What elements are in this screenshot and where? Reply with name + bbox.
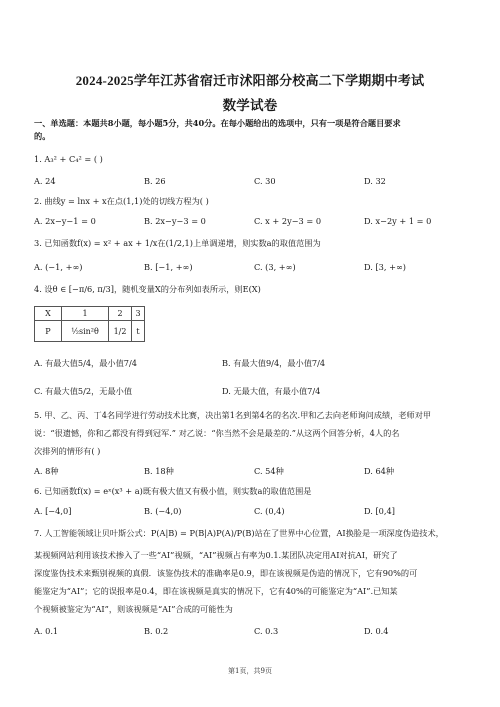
option-a: A. 24 <box>34 176 56 186</box>
question-6-options <box>34 506 474 518</box>
question-4-options-row2 <box>34 386 474 398</box>
option-d: D. x−2y + 1 = 0 <box>364 216 432 226</box>
option-d: D. [0,4] <box>364 506 395 516</box>
question-3-stem: 3. 已知函数f(x) = x² + ax + 1/x在(1/2,1)上单调递增，则实数a的取值范围为 <box>34 238 321 248</box>
table-row <box>35 321 145 342</box>
option-d: D. 0.4 <box>364 626 389 636</box>
question-3-options <box>34 262 474 274</box>
exam-subtitle: 数学试卷 <box>222 98 278 113</box>
option-a: A. 8种 <box>34 466 59 476</box>
option-b: B. 18种 <box>144 466 174 476</box>
option-a: A. [−4,0] <box>34 506 72 516</box>
table-cell: 1 <box>62 307 109 321</box>
page-footer: 第1页，共9页 <box>228 667 272 675</box>
question-7-stem-line1: 7. 人工智能领域让贝叶斯公式：P(A|B) = P(B|A)P(A)/P(B)站在了世界中心位置，AI换脸是一项深度伪造技术， <box>34 528 444 538</box>
question-5-stem-line2: 说：“很遗憾，你和乙都没有得到冠军.” 对乙说：“你当然不会是最差的.”从这两个回答分析，4人的名 <box>34 428 400 438</box>
table-cell: 1/2 <box>109 321 132 342</box>
section-heading-cont: 的。 <box>34 131 51 141</box>
option-b: B. 0.2 <box>144 626 169 636</box>
option-c: C. (3, +∞) <box>254 262 296 272</box>
option-b: B. [−1, +∞) <box>144 262 193 272</box>
question-7-options <box>34 626 474 638</box>
option-c: C. 0.3 <box>254 626 279 636</box>
question-7-stem-line5: 个视频被鉴定为“AI”，则该视频是“AI”合成的可能性为 <box>34 604 233 614</box>
distribution-table <box>34 306 145 342</box>
question-2-stem: 2. 曲线y = lnx + x在点(1,1)处的切线方程为( ) <box>34 196 209 206</box>
option-a: A. 有最大值5/4，最小值7/4 <box>34 358 137 368</box>
question-5-stem-line3: 次排列的情形有( ) <box>34 446 101 456</box>
question-5-stem-line1: 5. 甲、乙、丙、丁4名同学进行劳动技术比赛，决出第1名到第4名的名次.甲和乙去向老师询问成绩，老师对甲 <box>34 410 432 420</box>
question-7-stem-line3: 深度鉴伪技术来甄别视频的真假．该鉴伪技术的准确率是0.9，即在该视频是伪造的情况下，它有90%的可 <box>34 568 418 578</box>
option-a: A. 0.1 <box>34 626 59 636</box>
question-4-stem: 4. 设θ ∈ [−π/6, π/3]，随机变量X的分布列如表所示，则E(X) <box>34 284 261 294</box>
table-cell: 2 <box>109 307 132 321</box>
option-d: D. 无最大值，有最小值7/4 <box>222 386 321 396</box>
question-7-stem-line2: 某视频网站利用该技术掺入了一些“AI”视频，“AI”视频占有率为0.1.某团队决定用AI对抗AI，研究了 <box>34 550 398 560</box>
question-4-options-row1 <box>34 358 474 370</box>
option-a: A. 2x−y−1 = 0 <box>34 216 96 226</box>
question-5-options <box>34 466 474 478</box>
table-cell: P <box>35 321 62 342</box>
option-c: C. 30 <box>254 176 276 186</box>
question-6-stem: 6. 已知函数f(x) = eˣ(x³ + a)既有极大值又有极小值，则实数a的取值范围是 <box>34 486 312 496</box>
question-2-options <box>34 216 474 228</box>
question-1-options <box>34 176 474 188</box>
exam-title: 2024-2025学年江苏省宿迁市沭阳部分校高二下学期期中考试 <box>75 73 425 88</box>
option-d: D. 64种 <box>364 466 395 476</box>
option-c: C. 有最大值5/2，无最小值 <box>34 386 133 396</box>
question-1-stem: 1. A₃² + C₄² = ( ) <box>34 154 103 164</box>
option-d: D. [3, +∞) <box>364 262 406 272</box>
option-a: A. (−1, +∞) <box>34 262 83 272</box>
table-cell: 3 <box>132 307 145 321</box>
option-b: B. 26 <box>144 176 166 186</box>
option-c: C. x + 2y−3 = 0 <box>254 216 322 226</box>
table-cell: ½sin²θ <box>62 321 109 342</box>
option-b: B. (−4,0) <box>144 506 182 516</box>
option-b: B. 2x−y−3 = 0 <box>144 216 206 226</box>
section-heading: 一、单选题：本题共8小题，每小题5分，共40分。在每小题给出的选项中，只有一项是符合题目要求 <box>34 118 401 128</box>
table-cell: X <box>35 307 62 321</box>
question-7-stem-line4: 能鉴定为“AI”；它的误报率是0.4，即在该视频是真实的情况下，它有40%的可能鉴定为“AI”.已知某 <box>34 586 398 596</box>
table-cell: t <box>132 321 145 342</box>
option-b: B. 有最大值9/4，最小值7/4 <box>222 358 326 368</box>
option-d: D. 32 <box>364 176 386 186</box>
option-c: C. (0,4) <box>254 506 285 516</box>
option-c: C. 54种 <box>254 466 284 476</box>
table-row <box>35 307 145 321</box>
